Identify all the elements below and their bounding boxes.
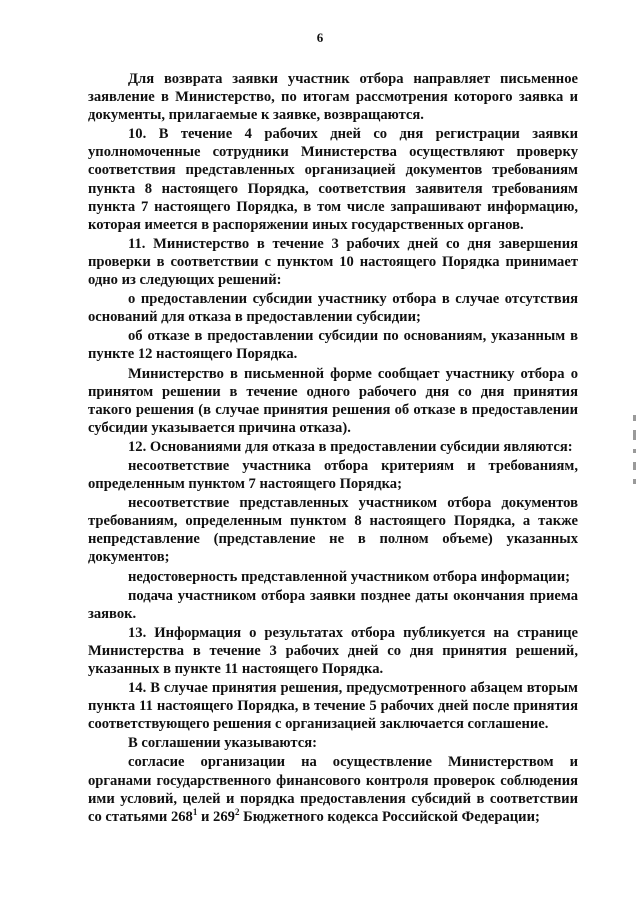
- scan-mark: [633, 479, 636, 484]
- superscript-1: 1: [192, 806, 198, 817]
- paragraph-item-14: 14. В случае принятия решения, предусмотренного абзацем вторым пункта 11 настоящего Порядка, в течение 5 рабочих дней после принятия соответствующего решения с организацией заключается соглашение.: [88, 680, 578, 733]
- paragraph-item-11: 11. Министерство в течение 3 рабочих дней со дня завершения проверки в соответствии с пунктом 10 настоящего Порядка принимает одно из следующих решений:: [88, 235, 578, 289]
- scan-mark: [633, 449, 636, 453]
- superscript-2: 2: [234, 806, 240, 817]
- document-body: [88, 70, 578, 826]
- paragraph-notification: Министерство в письменной форме сообщает участнику отбора о принятом решении в течение одного рабочего дня со дня принятия такого решения (в случае принятия решения об отказе в предоставлении субсидии указывается причина отказа).: [88, 365, 578, 436]
- consent-text-start: согласие организации на осуществление Министерством и органами государственного финансового контроля проверок соблюдения ими условий, целей и порядка предоставления субсидий в соответствии со статьями 268: [88, 754, 578, 825]
- paragraph-refusal-documents: несоответствие представленных участником отбора документов требованиям, определенным пунктом 8 настоящего Порядка, а также непредставление (представление не в полном объеме) указанных документов;: [88, 495, 578, 566]
- paragraph-refusal-late: подача участником отбора заявки позднее даты окончания приема заявок.: [88, 587, 578, 622]
- paragraph-agreement-consent: [88, 753, 578, 825]
- paragraph-item-10: 10. В течение 4 рабочих дней со дня регистрации заявки уполномоченные сотрудники Министерства осуществляют проверку соответствия представленных организацией документов требованиям пункта 8 настоящего Порядка, соответствия заявителя требованиям пункта 7 настоящего Порядка, в том числе запрашивают информацию, которая имеется в распоряжении иных государственных органов.: [88, 126, 578, 233]
- scan-mark: [633, 430, 636, 440]
- paragraph-item-12: 12. Основаниями для отказа в предоставлении субсидии являются:: [128, 438, 573, 455]
- paragraph-refusal-criteria: несоответствие участника отбора критериям и требованиям, определенным пунктом 7 настоящего Порядка;: [88, 457, 578, 493]
- page-number: 6: [316, 30, 324, 45]
- paragraph-refusal-unreliable: недостоверность представленной участником отбора информации;: [128, 568, 570, 585]
- paragraph-decision-grant: о предоставлении субсидии участнику отбора в случае отсутствия оснований для отказа в предоставлении субсидии;: [88, 291, 578, 326]
- consent-text-end: Бюджетного кодекса Российской Федерации;: [239, 808, 540, 825]
- paragraph-item-13: 13. Информация о результатах отбора публикуется на странице Министерства в течение 3 рабочих дней со дня принятия решений, указанных в пункте 11 настоящего Порядка.: [88, 624, 578, 677]
- paragraph-return-request: Для возврата заявки участник отбора направляет письменное заявление в Министерство, по итогам рассмотрения которого заявка и документы, прилагаемые к заявке, возвращаются.: [88, 71, 578, 124]
- consent-text-middle: и 269: [197, 808, 235, 825]
- paragraph-decision-refuse: об отказе в предоставлении субсидии по основаниям, указанным в пункте 12 настоящего Порядка.: [88, 328, 578, 363]
- scan-mark: [633, 415, 636, 421]
- scan-mark: [633, 462, 636, 470]
- paragraph-agreement-intro: В соглашении указываются:: [128, 735, 317, 752]
- scan-edge-marks: [633, 415, 637, 535]
